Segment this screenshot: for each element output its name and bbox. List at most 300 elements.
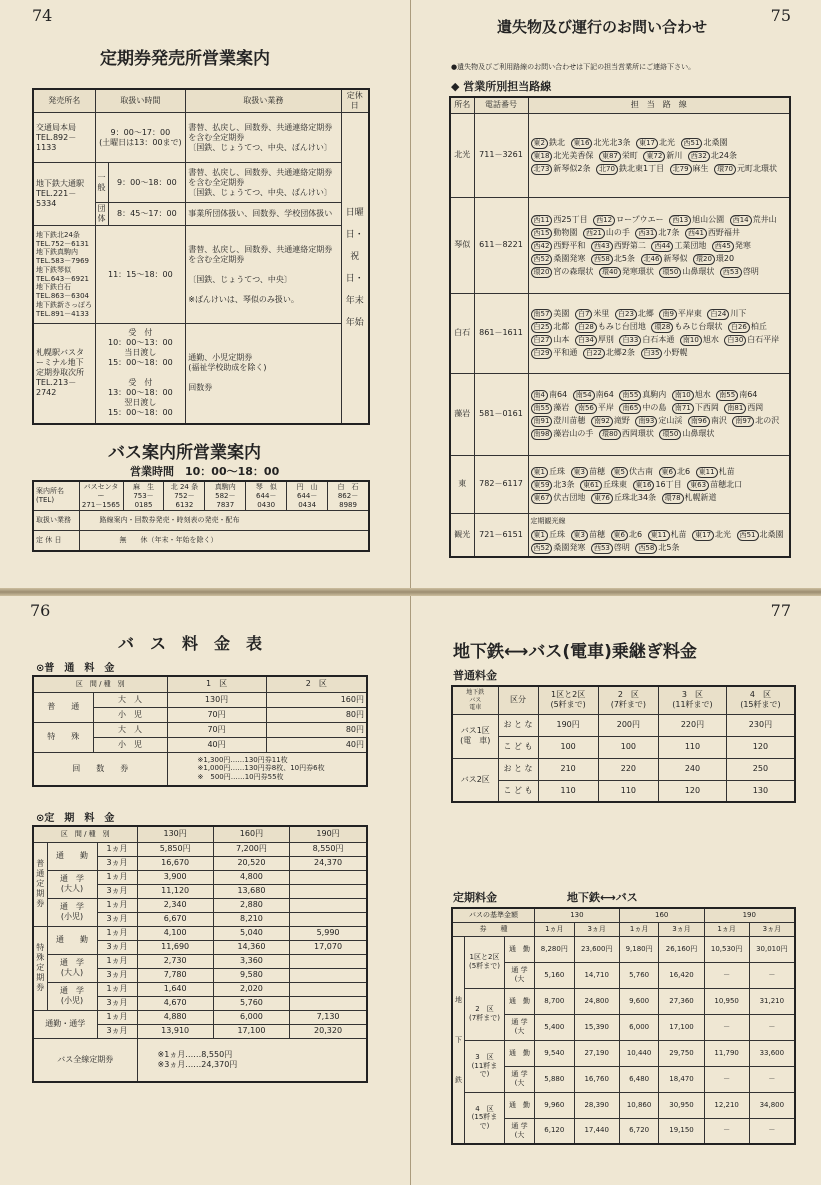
route-number-badge: 白35 — [641, 348, 663, 359]
route-number-badge: 西13 — [669, 215, 691, 226]
coupon-detail: ※1,300円……130円券11枚 ※1,000円……130円券8枚、10円券6枚 ※ 500円……10円券55枚 — [167, 752, 367, 786]
route-number-badge: 東16 — [633, 480, 655, 491]
route-number-badge: 西41 — [685, 228, 707, 239]
pass-category: 通 学 (大人) — [47, 870, 97, 898]
pass-fare: 8,280円 — [535, 936, 575, 962]
route-item — [662, 493, 717, 502]
fare-130: 16,670 — [137, 856, 213, 870]
route-name: 川下 — [730, 309, 747, 318]
pass-fare: 11,790 — [704, 1040, 749, 1066]
office-tel: 271－1565 — [81, 500, 121, 509]
route-number-badge: 西11 — [531, 215, 553, 226]
route-name: 札幌新道 — [684, 492, 717, 502]
table-row — [33, 1010, 367, 1024]
route-name: 16丁目 — [655, 479, 682, 489]
fare-130: 4,670 — [137, 996, 213, 1010]
route-number-badge: 白26 — [728, 322, 750, 333]
route-name: 桑園発寒 — [553, 253, 586, 263]
route-item — [728, 322, 767, 331]
pass-fare: 6,720 — [619, 1118, 659, 1144]
office-duties: 書替、払戻し、回数券、共通連絡定期券 を含む全定期券 〔国鉄、じょうてつ、中央、ばんけい〕 — [186, 163, 341, 203]
route-name: 真駒内 — [642, 390, 667, 399]
route-item — [611, 530, 643, 539]
route-number-badge: 南98 — [531, 429, 553, 440]
pass-fare-label: ⊙定 期 料 金 — [36, 813, 115, 824]
col-header: 地下鉄 バス 電車 — [452, 686, 498, 714]
fare-group: 普 通 — [33, 692, 93, 722]
normal-fare-label: 普通料金 — [453, 669, 497, 682]
route-name: 西岡環状 — [621, 429, 654, 438]
fare-type: 大 人 — [93, 722, 167, 737]
route-name: 鉄北 — [548, 137, 565, 147]
fare-type: 小 児 — [93, 737, 167, 752]
office-hours: 9：00～18：00 — [108, 163, 186, 203]
route-name: 工業団地 — [674, 240, 707, 250]
route-item — [531, 309, 570, 318]
office-tel: 581－0161 — [474, 373, 528, 455]
route-number-badge: 環20 — [531, 267, 553, 278]
pass-group: 通勤・通学 — [33, 1010, 97, 1038]
route-item — [531, 215, 588, 224]
route-name: 北郷 — [637, 309, 654, 318]
route-number-badge: 南4 — [531, 390, 548, 401]
office-duties: 事業所団体扱い、回数券、学校団体扱い — [186, 203, 341, 226]
route-name: 澄川苗穂 — [553, 416, 586, 425]
route-list — [528, 373, 790, 455]
hours-type: 団体 — [95, 203, 108, 226]
office-duties: 通勤、小児定期券 (福祉学校助成を除く) 回数券 — [186, 324, 341, 424]
pass-group: 特殊定期券 — [33, 926, 47, 1010]
pass-fare: 10,950 — [704, 988, 749, 1014]
route-name: 山鼻環状 — [682, 266, 715, 276]
route-number-badge: 南10 — [672, 390, 694, 401]
col-header: 区分 — [498, 686, 538, 714]
route-number-badge: 西52 — [531, 254, 553, 265]
subway-zone: 1区と2区 (5粁まで) — [465, 936, 505, 988]
route-name: 苗穂北口 — [710, 479, 743, 489]
route-number-badge: 白24 — [707, 309, 729, 320]
route-number-badge: 南81 — [724, 403, 746, 414]
pass-months: 3ヵ月 — [97, 884, 137, 898]
pass-fare: － — [749, 1014, 795, 1040]
route-number-badge: 西52 — [531, 543, 553, 554]
route-item — [591, 254, 635, 263]
route-number-badge: 東1 — [531, 467, 548, 478]
subway-zone: 4 区 (15粁まで) — [465, 1092, 505, 1144]
fare-2zone: 160円 — [266, 692, 367, 707]
col-header: 電話番号 — [474, 97, 528, 113]
route-name: 西野平和 — [553, 240, 586, 250]
transfer-fare: 230円 — [726, 714, 795, 736]
route-number-badge: 東6 — [659, 467, 676, 478]
route-number-badge: 西43 — [591, 241, 613, 252]
contact-note: ●遺失物及びご利用路線のお問い合わせは下記の担当営業所にご連絡下さい。 — [451, 63, 696, 71]
fare-160: 3,360 — [213, 954, 289, 968]
office-row — [450, 455, 790, 513]
route-name: 新琴似 — [663, 253, 688, 263]
office-tel: 861－1611 — [474, 293, 528, 373]
route-item — [635, 228, 679, 237]
pass-category: 通 勤 — [47, 926, 97, 954]
route-number-badge: 環28 — [651, 322, 673, 333]
route-number-badge: 西53 — [720, 267, 742, 278]
transfer-fare: 110 — [538, 780, 598, 802]
pass-months: 1ヵ月 — [97, 954, 137, 968]
fare-type: 大 人 — [93, 692, 167, 707]
route-item — [571, 467, 605, 476]
route-name: 北光北3条 — [593, 137, 631, 147]
route-item — [531, 164, 591, 173]
pass-fare: － — [704, 1066, 749, 1092]
route-number-badge: 南91 — [531, 416, 553, 427]
route-name: 平岸東 — [677, 309, 702, 318]
transfer-fare: 120 — [726, 736, 795, 758]
subway-label: 地 下 鉄 — [452, 936, 465, 1144]
route-name: 南沢 — [710, 416, 727, 425]
route-number-badge: 西51 — [737, 530, 759, 541]
pass-months: 3ヵ月 — [97, 856, 137, 870]
route-name: 丘珠 — [548, 530, 565, 540]
route-item — [531, 390, 568, 399]
fare-130: 1,640 — [137, 982, 213, 996]
fare-1zone: 70円 — [167, 722, 266, 737]
route-number-badge: 白22 — [583, 348, 605, 359]
pass-fare: 9,180円 — [619, 936, 659, 962]
pass-fare: 6,120 — [535, 1118, 575, 1144]
route-item — [531, 267, 594, 276]
route-name: 桑園発寒 — [553, 543, 586, 553]
route-name: 定山渓 — [658, 416, 683, 425]
pass-category: 通 勤 — [47, 842, 97, 870]
route-name: 伏古南 — [629, 466, 653, 476]
route-name: 宮の森環状 — [553, 266, 594, 276]
passenger-class: お と な — [498, 758, 538, 780]
route-item — [583, 348, 635, 357]
route-item — [596, 164, 664, 173]
route-name: 北6 — [629, 530, 643, 540]
route-item — [599, 429, 654, 438]
route-number-badge: 白27 — [531, 335, 553, 346]
route-name: 西岡 — [747, 403, 764, 412]
route-name: 白石本通 — [642, 335, 675, 344]
route-item — [531, 241, 586, 250]
route-name: 新琴似2条 — [553, 163, 591, 173]
route-name: ロープウエー — [616, 214, 664, 224]
route-name: 山本 — [553, 335, 570, 344]
pass-fare: 24,800 — [574, 988, 619, 1014]
fare-190: 8,550円 — [290, 842, 367, 856]
route-number-badge: 東72 — [643, 151, 665, 162]
route-name: 北桑園 — [703, 137, 728, 147]
pass-kind: 通 学(大 — [505, 1118, 535, 1144]
col-header: 1区と2区 (5粁まで) — [538, 686, 598, 714]
office-tel: 753－0185 — [133, 491, 154, 509]
office-name: 地下鉄大通駅 TEL.221－5334 — [33, 163, 95, 226]
route-item — [573, 390, 614, 399]
route-name: 米里 — [593, 309, 610, 318]
office-name: 北光 — [450, 113, 474, 197]
route-number-badge: 東63 — [687, 480, 709, 491]
fare-160: 9,580 — [213, 968, 289, 982]
col-header: 1 区 — [167, 676, 266, 692]
col-header: 3ヵ月 — [574, 922, 619, 936]
col-header: 取扱い時間 — [95, 89, 186, 113]
office-hours: 受 付 10：00～13：00 当日渡し 15：00～18：00 受 付 13：00～18：00 翌日渡し 15：00～18：00 — [95, 324, 186, 424]
pass-months: 3ヵ月 — [97, 940, 137, 954]
fare-160: 4,800 — [213, 870, 289, 884]
pass-category: 通 学 (小児) — [47, 982, 97, 1010]
pass-kind: 通 学(大 — [505, 1066, 535, 1092]
pass-transfer-rows — [452, 936, 795, 1144]
route-number-badge: 西51 — [681, 138, 703, 149]
transfer-fare: 120 — [659, 780, 727, 802]
col-header: 2 区 (7粁まで) — [598, 686, 658, 714]
col-header: 130円 — [137, 826, 213, 842]
all-line-detail: ※1ヵ月……8,550円 ※3ヵ月……24,370円 — [137, 1038, 367, 1082]
pass-kind: 通 学(大 — [505, 1014, 535, 1040]
header-range: 区 間 — [75, 679, 97, 688]
office-tel: 582－7837 — [215, 491, 236, 509]
col-header: 区 間 / 種 別 — [33, 826, 137, 842]
col-header: 定休日 — [341, 89, 369, 113]
fare-190 — [290, 884, 367, 898]
route-name: 環20 — [715, 253, 735, 263]
header-type: 種 別 — [88, 829, 110, 838]
page-number: 77 — [770, 601, 791, 620]
route-name: 南64 — [595, 390, 614, 399]
route-name: 山の手 — [605, 227, 630, 237]
route-number-badge: 南54 — [573, 390, 595, 401]
route-name: 北桑園 — [759, 530, 784, 540]
pass-fare: 19,150 — [659, 1118, 704, 1144]
route-number-badge: 環50 — [659, 267, 681, 278]
route-item — [651, 241, 706, 250]
pass-months: 1ヵ月 — [97, 842, 137, 856]
transfer-fare: 110 — [659, 736, 727, 758]
office-row — [450, 373, 790, 455]
route-name: 北24条 — [710, 150, 738, 160]
fare-190: 5,990 — [290, 926, 367, 940]
route-item — [591, 416, 630, 425]
pass-fare: 15,390 — [574, 1014, 619, 1040]
office-row — [450, 513, 790, 557]
route-number-badge: 東87 — [599, 151, 621, 162]
pass-group: 普通定期券 — [33, 842, 47, 926]
route-name: 北都 — [553, 322, 570, 331]
route-name: 丘珠北34条 — [613, 492, 657, 502]
col-header: 担 当 路 線 — [528, 97, 790, 113]
fare-130: 2,340 — [137, 898, 213, 912]
page-title: バ ス 料 金 表 — [118, 634, 263, 653]
route-item — [531, 151, 594, 160]
route-item — [531, 480, 575, 489]
route-item — [641, 254, 688, 263]
route-number-badge: 南55 — [619, 390, 641, 401]
route-item — [575, 335, 614, 344]
route-number-badge: 東16 — [571, 138, 593, 149]
route-item — [648, 530, 687, 539]
office-name: 札幌駅バスタ ーミナル地下 定期券取次所 TEL.213－2742 — [33, 324, 95, 424]
route-list — [528, 197, 790, 293]
bus-hours: 営業時間 10：00～18：00 — [130, 465, 280, 478]
row-label: 案内所名 (TEL) — [33, 481, 79, 511]
route-name: 北3条 — [553, 479, 575, 489]
transfer-fare: 130 — [726, 780, 795, 802]
pass-fare: 26,160円 — [659, 936, 704, 962]
col-header: 3ヵ月 — [659, 922, 704, 936]
route-item — [633, 480, 682, 489]
pass-fare: － — [749, 962, 795, 988]
fare-190 — [290, 982, 367, 996]
route-name: 北5条 — [658, 543, 680, 553]
pass-fare-table — [32, 825, 368, 1083]
route-name: 小野幌 — [663, 348, 688, 357]
office-duties: 書替、払戻し、回数券、共通連絡定期券 を含む全定期券 〔国鉄、じょうてつ、中央〕 ※ばんけいは、琴似のみ扱い。 — [186, 226, 341, 324]
pass-fare-rows — [33, 842, 367, 1038]
route-item — [692, 530, 731, 539]
col-header: 1ヵ月 — [535, 922, 575, 936]
pass-kind: 通 勤 — [505, 1092, 535, 1118]
route-number-badge: 東67 — [531, 493, 553, 504]
pass-fare: － — [704, 962, 749, 988]
pass-months: 3ヵ月 — [97, 968, 137, 982]
fare-160: 6,000 — [213, 1010, 289, 1024]
fare-130: 5,850円 — [137, 842, 213, 856]
office-tel: 644－0434 — [296, 491, 318, 509]
route-name: 旭水 — [694, 390, 711, 399]
route-number-badge: 東59 — [531, 480, 553, 491]
fare-1zone: 70円 — [167, 707, 266, 722]
pass-fare: 23,600円 — [574, 936, 619, 962]
col-header: 130 — [535, 908, 620, 922]
pass-fare: 18,470 — [659, 1066, 704, 1092]
route-item — [659, 267, 714, 276]
route-name: 札苗 — [718, 466, 735, 476]
normal-fare-label: ⊙普 通 料 金 — [36, 663, 115, 674]
route-number-badge: 南10 — [680, 335, 702, 346]
route-name: 白石平岸 — [747, 335, 780, 344]
pass-fare: 31,210 — [749, 988, 795, 1014]
fare-190 — [290, 870, 367, 884]
fare-190 — [290, 898, 367, 912]
route-number-badge: 南65 — [619, 403, 641, 414]
route-number-badge: 白34 — [575, 335, 597, 346]
route-name: 旭山公園 — [692, 214, 725, 224]
pass-kind: 通 勤 — [505, 1040, 535, 1066]
transfer-fare: 100 — [538, 736, 598, 758]
route-number-badge: 白29 — [531, 348, 553, 359]
fare-190: 7,130 — [290, 1010, 367, 1024]
page-75 — [411, 0, 821, 592]
header-type: 種 別 — [103, 679, 125, 688]
route-item — [575, 309, 609, 318]
route-name: 美園 — [553, 309, 570, 318]
fare-190: 24,370 — [290, 856, 367, 870]
route-item — [672, 390, 711, 399]
route-item — [531, 416, 586, 425]
pass-transfer-table — [451, 907, 796, 1145]
pass-fare: 5,160 — [535, 962, 575, 988]
route-number-badge: 南55 — [531, 403, 553, 414]
route-number-badge: 東5 — [611, 467, 628, 478]
transfer-fare: 190円 — [538, 714, 598, 736]
col-header: 1ヵ月 — [619, 922, 659, 936]
route-name: 藻岩山の手 — [553, 429, 594, 438]
route-item — [670, 164, 709, 173]
transfer-fare-rows — [452, 714, 795, 802]
header-range: 区 間 — [60, 829, 82, 838]
route-item — [659, 429, 714, 438]
bus-info-title: バス案内所営業案内 — [108, 443, 261, 463]
route-item — [714, 164, 777, 173]
route-item — [707, 309, 746, 318]
route-name: 伏古団地 — [553, 492, 586, 502]
route-number-badge: 環78 — [662, 493, 684, 504]
fare-group: 特 殊 — [33, 722, 93, 752]
route-number-badge: 西45 — [712, 241, 734, 252]
pass-fare-sublabel: 地下鉄⟷バス — [567, 891, 638, 904]
pass-fare: 5,760 — [619, 962, 659, 988]
fare-160: 5,760 — [213, 996, 289, 1010]
office-name: バスセンター — [83, 483, 119, 500]
route-number-badge: 東6 — [611, 530, 628, 541]
office-name: 藻岩 — [450, 373, 474, 455]
route-name: 旭水 — [702, 335, 719, 344]
pass-fare: 27,190 — [574, 1040, 619, 1066]
fare-190 — [290, 912, 367, 926]
route-number-badge: 西32 — [688, 151, 710, 162]
transfer-fare-table — [451, 685, 796, 803]
table-row — [33, 982, 367, 996]
route-number-badge: 南92 — [591, 416, 613, 427]
table-row — [452, 1092, 795, 1118]
subway-zone: 3 区 (11粁まで) — [465, 1040, 505, 1092]
route-item — [669, 215, 724, 224]
route-number-badge: 東17 — [692, 530, 714, 541]
pass-fare: 14,710 — [574, 962, 619, 988]
pass-fare: 30,010円 — [749, 936, 795, 962]
route-item — [583, 228, 630, 237]
route-name: 北光 — [715, 530, 732, 540]
route-number-badge: 環20 — [693, 254, 715, 265]
route-name: 北光 — [659, 137, 675, 147]
col-header: 3ヵ月 — [749, 922, 795, 936]
route-name: 北5条 — [613, 253, 635, 263]
route-item — [571, 138, 631, 147]
pass-fare: 5,400 — [535, 1014, 575, 1040]
route-item — [693, 254, 734, 263]
route-item — [737, 530, 784, 539]
route-list — [528, 455, 790, 513]
table-row — [33, 954, 367, 968]
fare-1zone: 130円 — [167, 692, 266, 707]
route-name: 丘珠 — [548, 466, 565, 476]
office-tel: 782－6117 — [474, 455, 528, 513]
route-item — [696, 467, 735, 476]
col-header: 券 種 — [452, 922, 535, 936]
transfer-fare: 220 — [598, 758, 658, 780]
fare-130: 4,880 — [137, 1010, 213, 1024]
fare-130: 2,730 — [137, 954, 213, 968]
route-number-badge: 西12 — [593, 215, 615, 226]
route-number-badge: 南9 — [659, 309, 676, 320]
pass-fare: 33,600 — [749, 1040, 795, 1066]
hours-type: 一般 — [95, 163, 108, 203]
route-item — [720, 267, 759, 276]
bus-zone: バス2区 — [452, 758, 498, 802]
route-item — [531, 254, 586, 263]
fare-2zone: 80円 — [266, 707, 367, 722]
